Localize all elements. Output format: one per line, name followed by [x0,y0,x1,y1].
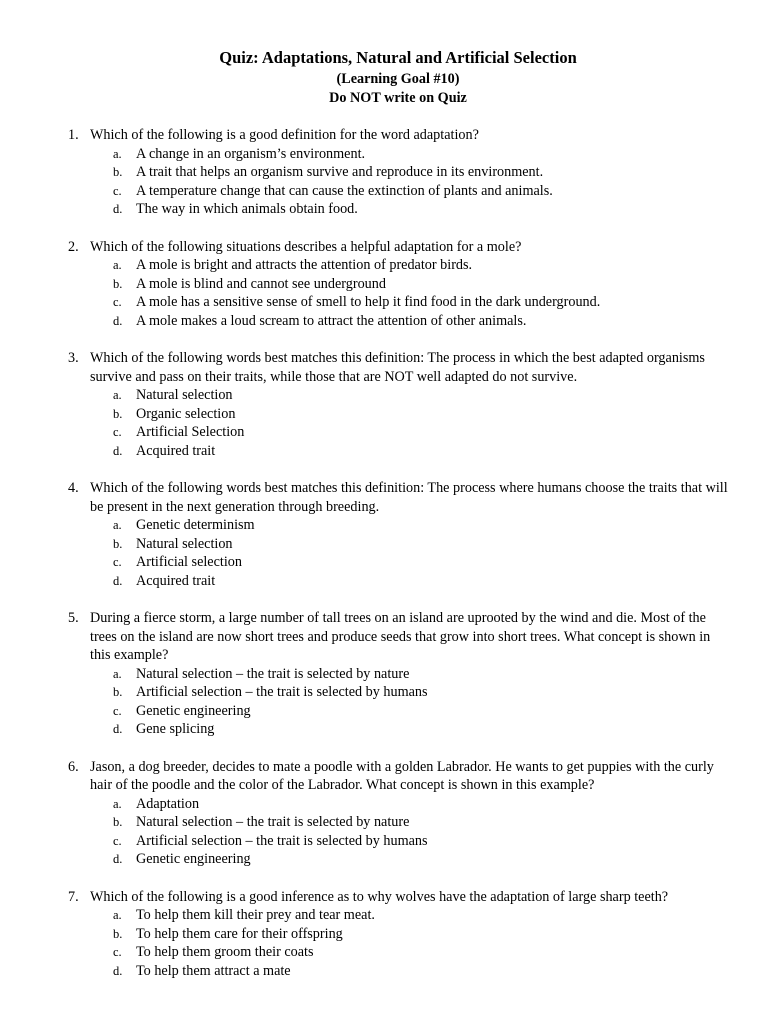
question-2-option-c [113,293,728,312]
option-text: Genetic engineering [136,851,251,867]
option-text: A change in an organism’s environment. [136,145,366,162]
option-text: Acquired trait [136,442,216,459]
option-text: A temperature change that can cause the extinction of plants and animals. [136,182,553,199]
question-5-option-b [113,683,728,702]
option-text: Adaptation [136,795,200,812]
option-label: a. [113,258,122,272]
option-label: d. [113,443,123,458]
question-2 [68,238,728,331]
option-label: a. [113,388,122,402]
option-text: Artificial Selection [136,424,245,440]
option-label: d. [113,852,123,866]
question-5 [68,609,728,739]
question-text: Which of the following is a good definition for the word adaptation? [90,127,479,143]
option-label: c. [113,703,122,718]
question-text: Jason, a dog breeder, decides to mate a poodle with a golden Labrador. He wants to get puppies with the curly hair of the poodle and the color of the Labrador. What concept is shown in this example? [90,758,714,793]
question-4-option-d [113,572,728,591]
option-label: d. [113,722,123,736]
question-5-option-d [113,720,728,739]
option-text: Gene splicing [136,721,215,737]
option-text: A trait that helps an organism survive and reproduce in its environment. [136,164,544,180]
answer-options [113,256,728,330]
option-label: a. [113,518,122,532]
option-label: b. [113,536,123,551]
option-text: Artificial selection – the trait is selected by humans [136,684,428,700]
option-label: b. [113,815,123,829]
question-6-option-d [113,850,728,869]
question-7-option-a [113,906,728,925]
answer-options [113,516,728,590]
question-6-option-b [113,813,728,832]
answer-options [113,906,728,980]
question-4 [68,479,728,590]
question-3-option-d [113,442,728,461]
option-text: Natural selection – the trait is selected by nature [136,665,410,682]
option-label: a. [113,666,122,681]
question-4-option-b [113,535,728,554]
instruction-notice: Do NOT write on Quiz [329,90,467,106]
question-text: Which of the following is a good inference as to why wolves have the adaptation of large sharp teeth? [90,888,669,905]
question-7-option-d [113,962,728,981]
question-4-option-c [113,553,728,572]
question-text: Which of the following situations describes a helpful adaptation for a mole? [90,238,522,255]
question-1 [68,126,728,219]
answer-options [113,665,728,739]
quiz-header [68,46,728,108]
option-text: To help them care for their offspring [136,925,343,942]
question-5-option-c [113,702,728,721]
question-number: 4. [68,480,79,496]
option-text: Organic selection [136,405,236,422]
answer-options [113,145,728,219]
question-7-option-c [113,943,728,962]
option-text: A mole is bright and attracts the attention of predator birds. [136,257,473,273]
option-text: A mole makes a loud scream to attract the attention of other animals. [136,312,527,329]
option-text: Genetic engineering [136,702,251,719]
option-label: d. [113,313,123,328]
option-label: a. [113,146,122,161]
question-number: 2. [68,238,79,255]
question-number: 5. [68,610,79,626]
question-2-option-b [113,275,728,294]
option-text: Natural selection – the trait is selected by nature [136,814,410,830]
question-text: During a fierce storm, a large number of tall trees on an island are uprooted by the wind and die. Most of the trees on the island are now short trees and produce seeds that grow into short trees. What concept is shown in this example? [90,610,711,663]
option-label: d. [113,963,123,978]
option-label: d. [113,573,123,588]
option-label: b. [113,926,123,941]
option-label: b. [113,276,123,291]
option-label: c. [113,555,122,569]
question-3-option-b [113,405,728,424]
option-label: d. [113,202,123,216]
option-text: To help them attract a mate [136,962,291,979]
question-number: 6. [68,758,79,775]
question-1-option-d [113,200,728,219]
option-text: Acquired trait [136,572,216,589]
option-text: To help them groom their coats [136,944,314,960]
question-text: Which of the following words best matches this definition: The process where humans choose the traits that will be present in the next generation through breeding. [90,480,728,515]
option-text: To help them kill their prey and tear meat. [136,907,375,923]
question-1-option-b [113,163,728,182]
option-label: b. [113,406,123,421]
option-label: c. [113,425,122,439]
question-number: 3. [68,350,79,366]
option-label: c. [113,183,122,198]
question-5-option-a [113,665,728,684]
question-6-option-a [113,795,728,814]
question-list [68,126,728,980]
question-number: 1. [68,127,79,143]
question-2-option-a [113,256,728,275]
question-3-option-c [113,423,728,442]
question-6-option-c [113,832,728,851]
option-text: A mole is blind and cannot see underground [136,275,386,292]
question-3-option-a [113,386,728,405]
answer-options [113,386,728,460]
question-7 [68,888,728,981]
question-6 [68,758,728,869]
question-3 [68,349,728,460]
option-text: Genetic determinism [136,517,255,533]
option-label: a. [113,796,122,811]
question-2-option-d [113,312,728,331]
option-label: c. [113,945,122,959]
option-label: c. [113,295,122,309]
question-1-option-c [113,182,728,201]
option-text: Artificial selection [136,554,242,570]
question-4-option-a [113,516,728,535]
option-text: Natural selection [136,387,233,403]
option-text: Natural selection [136,535,233,552]
option-label: a. [113,908,122,922]
question-7-option-b [113,925,728,944]
question-text: Which of the following words best matches this definition: The process in which the best adapted organisms survive and pass on their traits, while those that are NOT well adapted do not survive. [90,350,705,385]
option-text: Artificial selection – the trait is selected by humans [136,832,428,849]
answer-options [113,795,728,869]
option-label: b. [113,165,123,179]
question-number: 7. [68,888,79,905]
learning-goal: (Learning Goal #10) [336,71,460,87]
option-text: The way in which animals obtain food. [136,201,358,217]
quiz-title: Quiz: Adaptations, Natural and Artificial Selection [219,48,577,67]
question-1-option-a [113,145,728,164]
option-label: c. [113,833,122,848]
option-label: b. [113,685,123,699]
option-text: A mole has a sensitive sense of smell to help it find food in the dark underground. [136,294,601,310]
